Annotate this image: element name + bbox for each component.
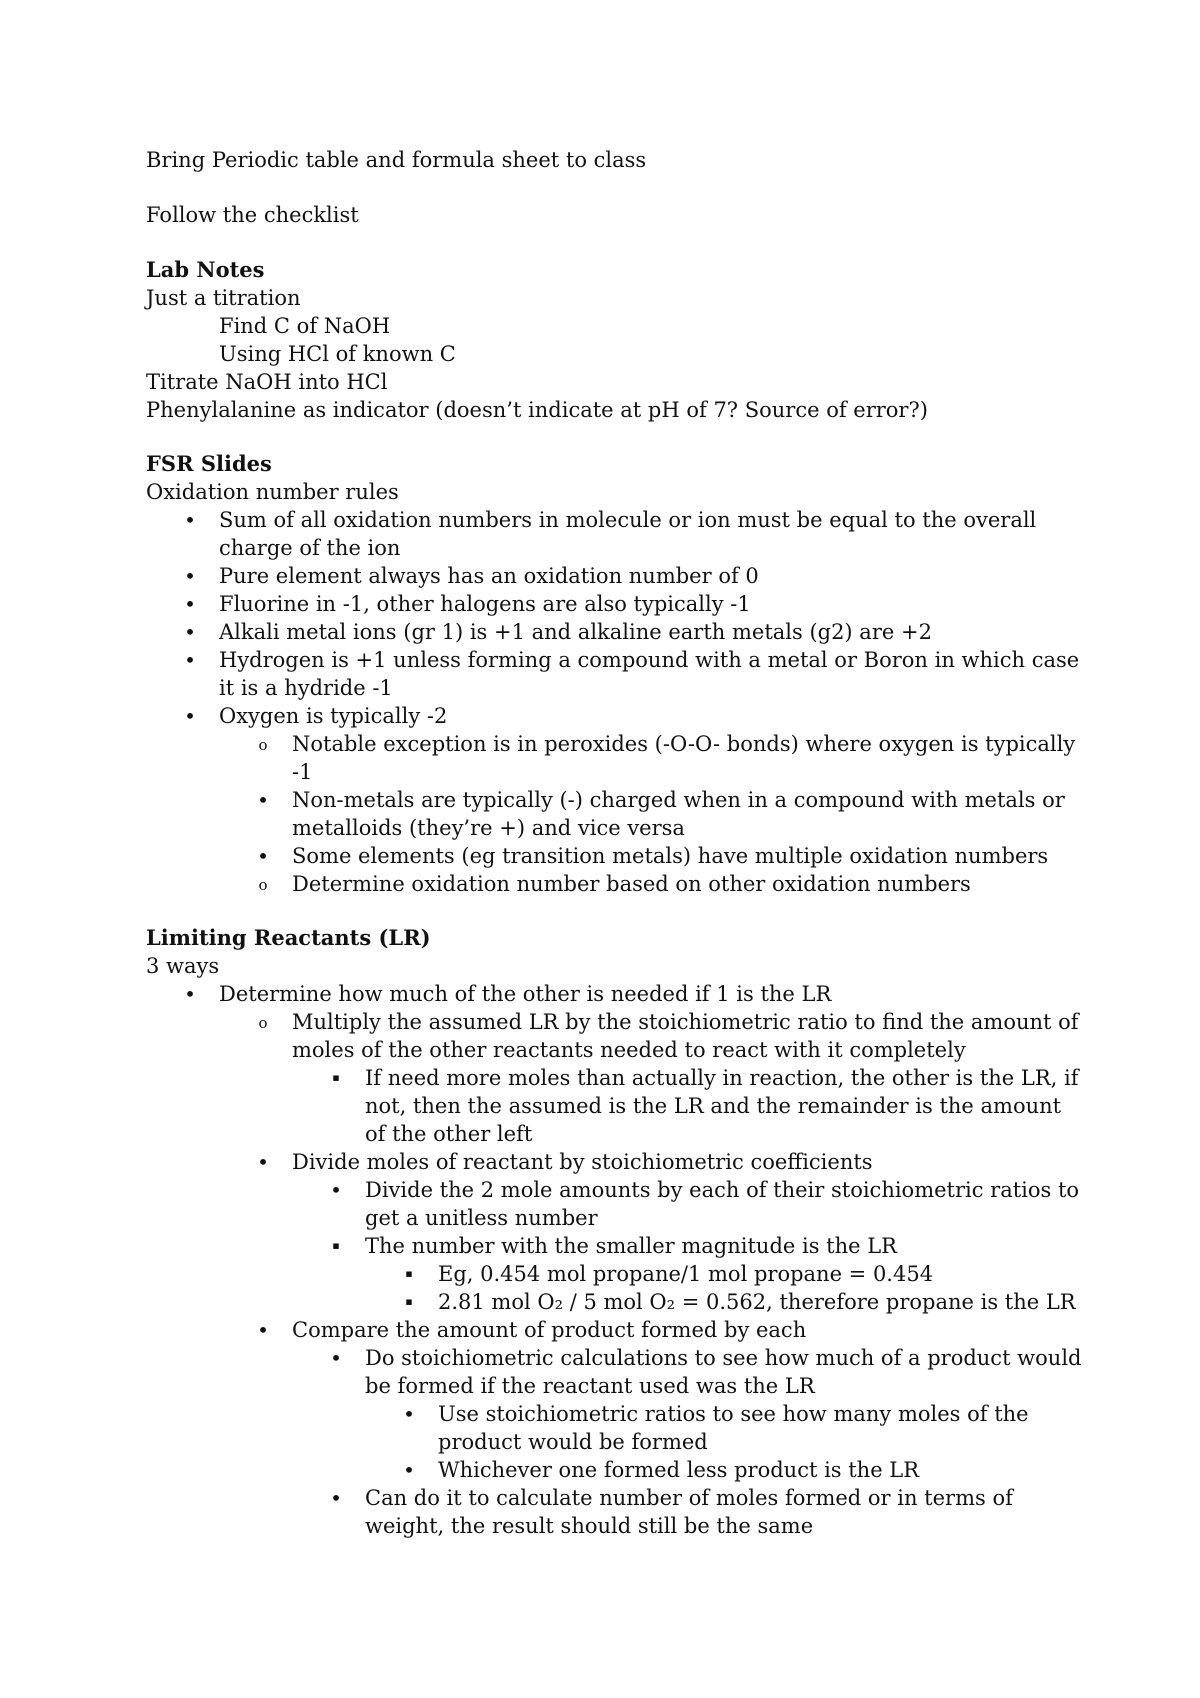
list-item: • Determine how much of the other is needed if 1 is the LR	[146, 980, 1086, 1008]
square-marker: ▪	[405, 1295, 413, 1308]
list-item: • Do stoichiometric calculations to see how much of a product would be formed if the reactant used was the LR	[146, 1344, 1086, 1400]
bullet-marker: •	[330, 1178, 342, 1202]
list-item: ▪ Eg, 0.454 mol propane/1 mol propane = 0.454	[146, 1260, 1086, 1288]
list-item: • Divide moles of reactant by stoichiometric coefficients	[146, 1148, 1086, 1176]
bullet-marker: •	[403, 1402, 415, 1426]
bullet-marker: •	[257, 1318, 269, 1342]
list-item: • Hydrogen is +1 unless forming a compound with a metal or Boron in which case it is a hydride -1	[146, 646, 1086, 702]
intro-line-1: Bring Periodic table and formula sheet to class	[146, 148, 647, 172]
lab-notes-section	[146, 256, 1086, 424]
ways-subtitle: 3 ways	[146, 954, 220, 978]
list-item: o Multiply the assumed LR by the stoichiometric ratio to find the amount of moles of the other reactants needed to react with it completely	[146, 1008, 1086, 1064]
bullet-marker: •	[257, 1150, 269, 1174]
bullet-marker: •	[184, 982, 196, 1006]
list-item: • Non-metals are typically (-) charged when in a compound with metals or metalloids (they’re +) and vice versa	[146, 786, 1086, 842]
square-marker: ▪	[332, 1071, 340, 1084]
bullet-marker: •	[403, 1458, 415, 1482]
bullet-marker: •	[257, 788, 269, 812]
lab-line: Titrate NaOH into HCl	[146, 370, 388, 394]
limiting-reactants-section	[146, 924, 1086, 1540]
lab-line: Phenylalanine as indicator (doesn’t indicate at pH of 7? Source of error?)	[146, 398, 928, 422]
list-item: o Determine oxidation number based on other oxidation numbers	[146, 870, 1086, 898]
list-item: • Divide the 2 mole amounts by each of their stoichiometric ratios to get a unitless number	[146, 1176, 1086, 1232]
list-item: • Some elements (eg transition metals) have multiple oxidation numbers	[146, 842, 1086, 870]
bullet-marker: •	[184, 508, 196, 532]
limiting-reactants-heading: Limiting Reactants (LR)	[146, 925, 431, 950]
list-item: • Sum of all oxidation numbers in molecule or ion must be equal to the overall charge of the ion	[146, 506, 1086, 562]
list-item: • Whichever one formed less product is the LR	[146, 1456, 1086, 1484]
bullet-marker: •	[184, 620, 196, 644]
circle-marker: o	[258, 876, 268, 894]
square-marker: ▪	[405, 1267, 413, 1280]
lab-notes-heading: Lab Notes	[146, 257, 265, 282]
bullet-marker: •	[330, 1486, 342, 1510]
list-item: ▪ If need more moles than actually in reaction, the other is the LR, if not, then the assumed is the LR and the remainder is the amount of the other left	[146, 1064, 1086, 1148]
oxidation-rules-subtitle: Oxidation number rules	[146, 480, 399, 504]
square-marker: ▪	[332, 1239, 340, 1252]
bullet-marker: •	[184, 704, 196, 728]
limiting-reactants-list	[146, 980, 1086, 1540]
list-item: • Use stoichiometric ratios to see how many moles of the product would be formed	[146, 1400, 1086, 1456]
bullet-marker: •	[184, 564, 196, 588]
bullet-marker: •	[184, 592, 196, 616]
bullet-marker: •	[330, 1346, 342, 1370]
circle-marker: o	[258, 736, 268, 754]
fsr-slides-heading: FSR Slides	[146, 451, 272, 476]
document-body	[146, 146, 1086, 1540]
list-item: • Can do it to calculate number of moles formed or in terms of weight, the result should still be the same	[146, 1484, 1086, 1540]
bullet-marker: •	[257, 844, 269, 868]
list-item: • Alkali metal ions (gr 1) is +1 and alkaline earth metals (g2) are +2	[146, 618, 1086, 646]
lab-line: Just a titration	[146, 286, 301, 310]
intro-line-2: Follow the checklist	[146, 203, 359, 227]
oxidation-rules-list	[146, 506, 1086, 898]
list-item: o Notable exception is in peroxides (-O-O- bonds) where oxygen is typically -1	[146, 730, 1086, 786]
circle-marker: o	[258, 1014, 268, 1032]
lab-line: Using HCl of known C	[219, 342, 456, 366]
list-item: ▪ The number with the smaller magnitude is the LR	[146, 1232, 1086, 1260]
bullet-marker: •	[184, 648, 196, 672]
list-item: • Fluorine in -1, other halogens are also typically -1	[146, 590, 1086, 618]
list-item: • Pure element always has an oxidation number of 0	[146, 562, 1086, 590]
list-item: • Compare the amount of product formed by each	[146, 1316, 1086, 1344]
fsr-slides-section	[146, 450, 1086, 898]
list-item: ▪ 2.81 mol O₂ / 5 mol O₂ = 0.562, therefore propane is the LR	[146, 1288, 1086, 1316]
lab-line: Find C of NaOH	[219, 314, 391, 338]
list-item: • Oxygen is typically -2	[146, 702, 1086, 730]
